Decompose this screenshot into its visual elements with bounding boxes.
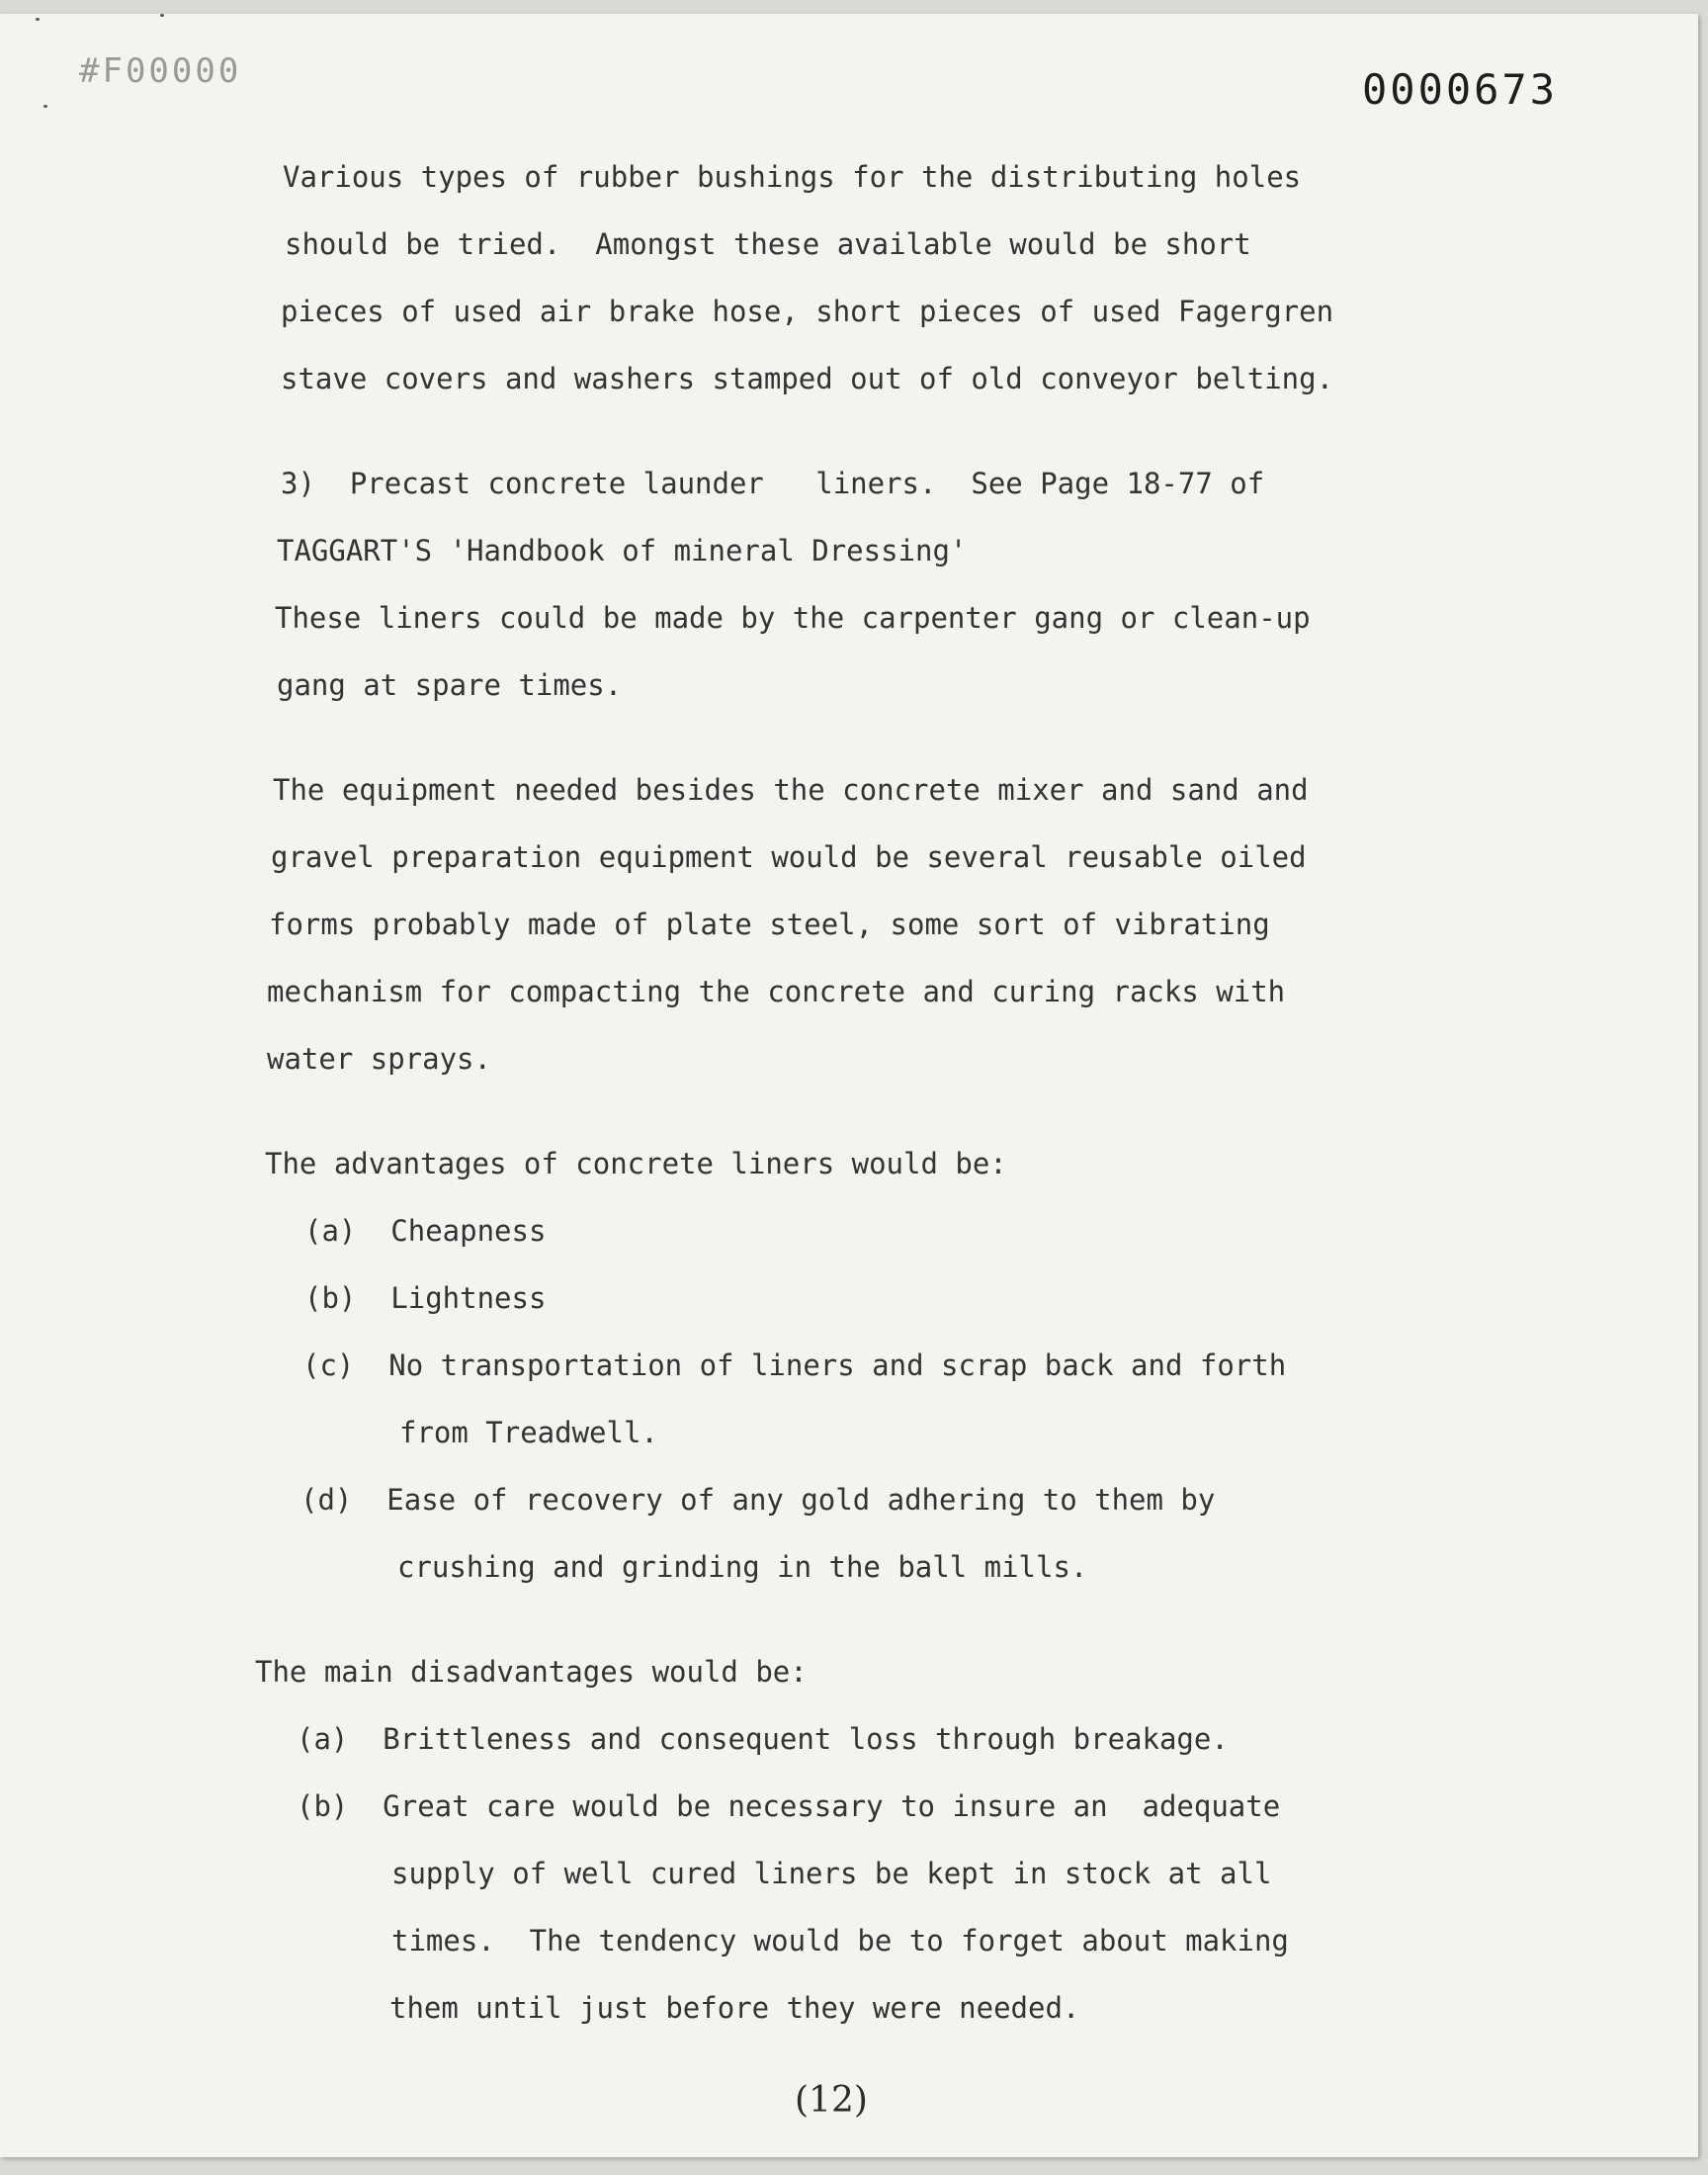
list-item: (a) Cheapness (304, 1214, 547, 1248)
list-item: (c) No transportation of liners and scrap back and forth (302, 1348, 1287, 1382)
text-line: forms probably made of plate steel, some sort of vibrating (269, 908, 1270, 941)
document-stamp-left: #F00000 (79, 51, 242, 91)
text-line: These liners could be made by the carpenter gang or clean-up (275, 601, 1311, 635)
text-line: Various types of rubber bushings for the distributing holes (283, 160, 1302, 194)
list-item: (d) Ease of recovery of any gold adhering to them by (300, 1483, 1216, 1517)
paper-speck (43, 105, 47, 108)
list-item-continued: them until just before they were needed. (389, 1991, 1080, 2025)
text-line: should be tried. Amongst these available would be short (285, 227, 1251, 261)
text-line: pieces of used air brake hose, short pieces of used Fagergren (281, 295, 1334, 328)
list-item: (b) Great care would be necessary to insure an adequate (297, 1789, 1281, 1823)
text-line: The main disadvantages would be: (255, 1655, 808, 1689)
text-line: The advantages of concrete liners would be: (265, 1147, 1007, 1180)
text-line: water sprays. (267, 1042, 491, 1076)
text-line: gang at spare times. (277, 668, 623, 702)
list-item: (a) Brittleness and consequent loss through breakage. (297, 1722, 1229, 1756)
text-line: mechanism for compacting the concrete and curing racks with (267, 975, 1286, 1008)
list-item: (b) Lightness (304, 1281, 547, 1315)
document-number: 0000673 (1362, 65, 1559, 114)
paper-speck (160, 14, 164, 17)
text-line: The equipment needed besides the concrete mixer and sand and (273, 773, 1309, 807)
text-line: stave covers and washers stamped out of old conveyor belting. (281, 362, 1334, 395)
list-item-continued: supply of well cured liners be kept in stock at all (391, 1857, 1272, 1890)
text-line: 3) Precast concrete launder liners. See Page 18-77 of (281, 467, 1265, 500)
paper-speck (36, 18, 40, 21)
text-line: TAGGART'S 'Handbook of mineral Dressing' (277, 534, 968, 567)
list-item-continued: times. The tendency would be to forget about making (391, 1924, 1289, 1958)
document-page (0, 14, 1698, 2157)
list-item-continued: from Treadwell. (399, 1416, 658, 1449)
list-item-continued: crushing and grinding in the ball mills. (397, 1550, 1088, 1584)
page-number: (12) (795, 2080, 868, 2121)
text-line: gravel preparation equipment would be several reusable oiled (271, 840, 1307, 874)
